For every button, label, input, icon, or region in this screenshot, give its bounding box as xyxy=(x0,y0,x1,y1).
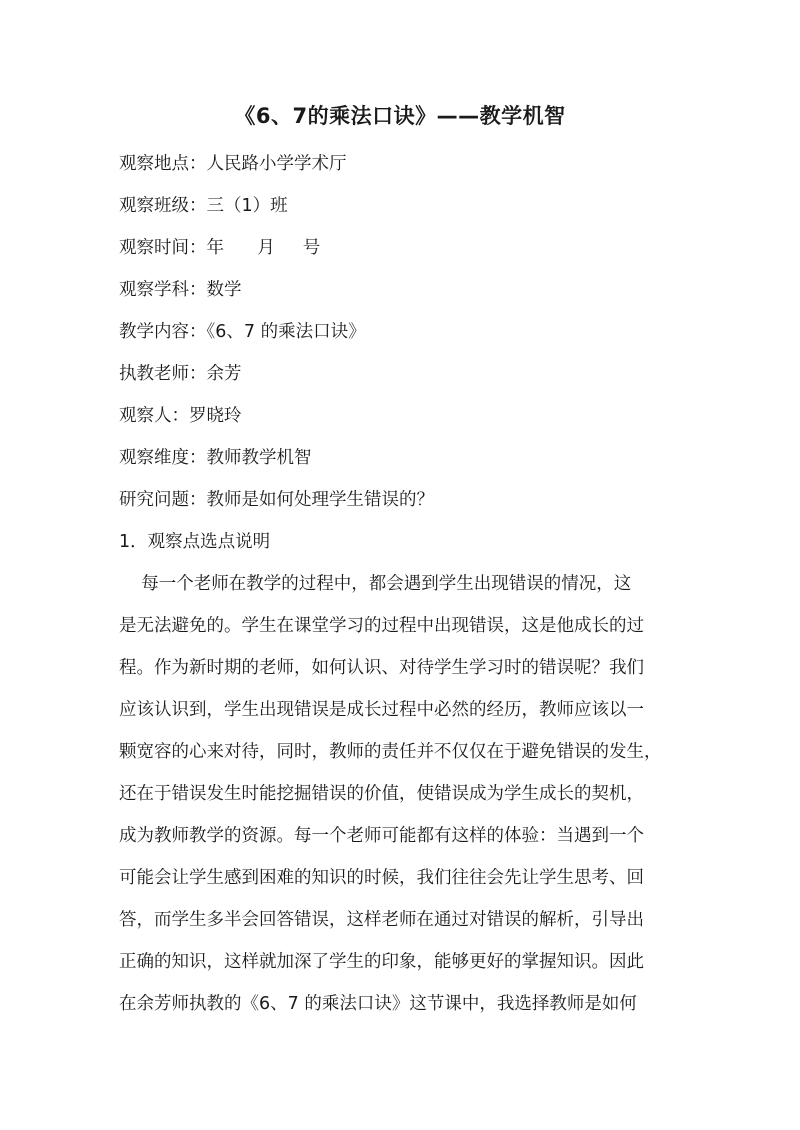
meta-dimension: 观察维度：教师教学机智 xyxy=(119,448,312,468)
paragraph-line: 应该认识到，学生出现错误是成长过程中必然的经历，教师应该以一 xyxy=(119,700,644,720)
meta-time: 观察时间：年 月 号 xyxy=(119,238,321,258)
paragraph-line: 正确的知识，这样就加深了学生的印象，能够更好的掌握知识。因此 xyxy=(119,952,644,972)
section-heading: 1．观察点选点说明 xyxy=(119,532,271,552)
paragraph-line: 颗宽容的心来对待，同时，教师的责任并不仅仅在于避免错误的发生， xyxy=(119,742,662,762)
paragraph-line: 程。作为新时期的老师，如何认识、对待学生学习时的错误呢？我们 xyxy=(119,658,644,678)
paragraph-line: 答，而学生多半会回答错误，这样老师在通过对错误的解析，引导出 xyxy=(119,910,644,930)
document-title: 《6、7的乘法口诀》——教学机智 xyxy=(234,104,566,128)
paragraph-line: 成为教师教学的资源。每一个老师可能都有这样的体验：当遇到一个 xyxy=(119,826,644,846)
meta-content: 教学内容：《6、7 的乘法口诀》 xyxy=(119,322,366,342)
paragraph-line: 是无法避免的。学生在课堂学习的过程中出现错误，这是他成长的过 xyxy=(119,616,644,636)
meta-subject: 观察学科：数学 xyxy=(119,280,242,300)
meta-class: 观察班级：三（1）班 xyxy=(119,196,288,216)
meta-observer: 观察人：罗晓玲 xyxy=(119,406,242,426)
paragraph-line: 可能会让学生感到困难的知识的时候，我们往往会先让学生思考、回 xyxy=(119,868,644,888)
meta-teacher: 执教老师：余芳 xyxy=(119,364,242,384)
meta-location: 观察地点：人民路小学学术厅 xyxy=(119,154,347,174)
meta-question: 研究问题：教师是如何处理学生错误的？ xyxy=(119,490,434,510)
paragraph-line: 还在于错误发生时能挖掘错误的价值，使错误成为学生成长的契机， xyxy=(119,784,644,804)
paragraph-line: 每一个老师在教学的过程中，都会遇到学生出现错误的情况，这 xyxy=(119,574,632,594)
paragraph-line: 在余芳师执教的《6、7 的乘法口诀》这节课中，我选择教师是如何 xyxy=(119,994,637,1014)
